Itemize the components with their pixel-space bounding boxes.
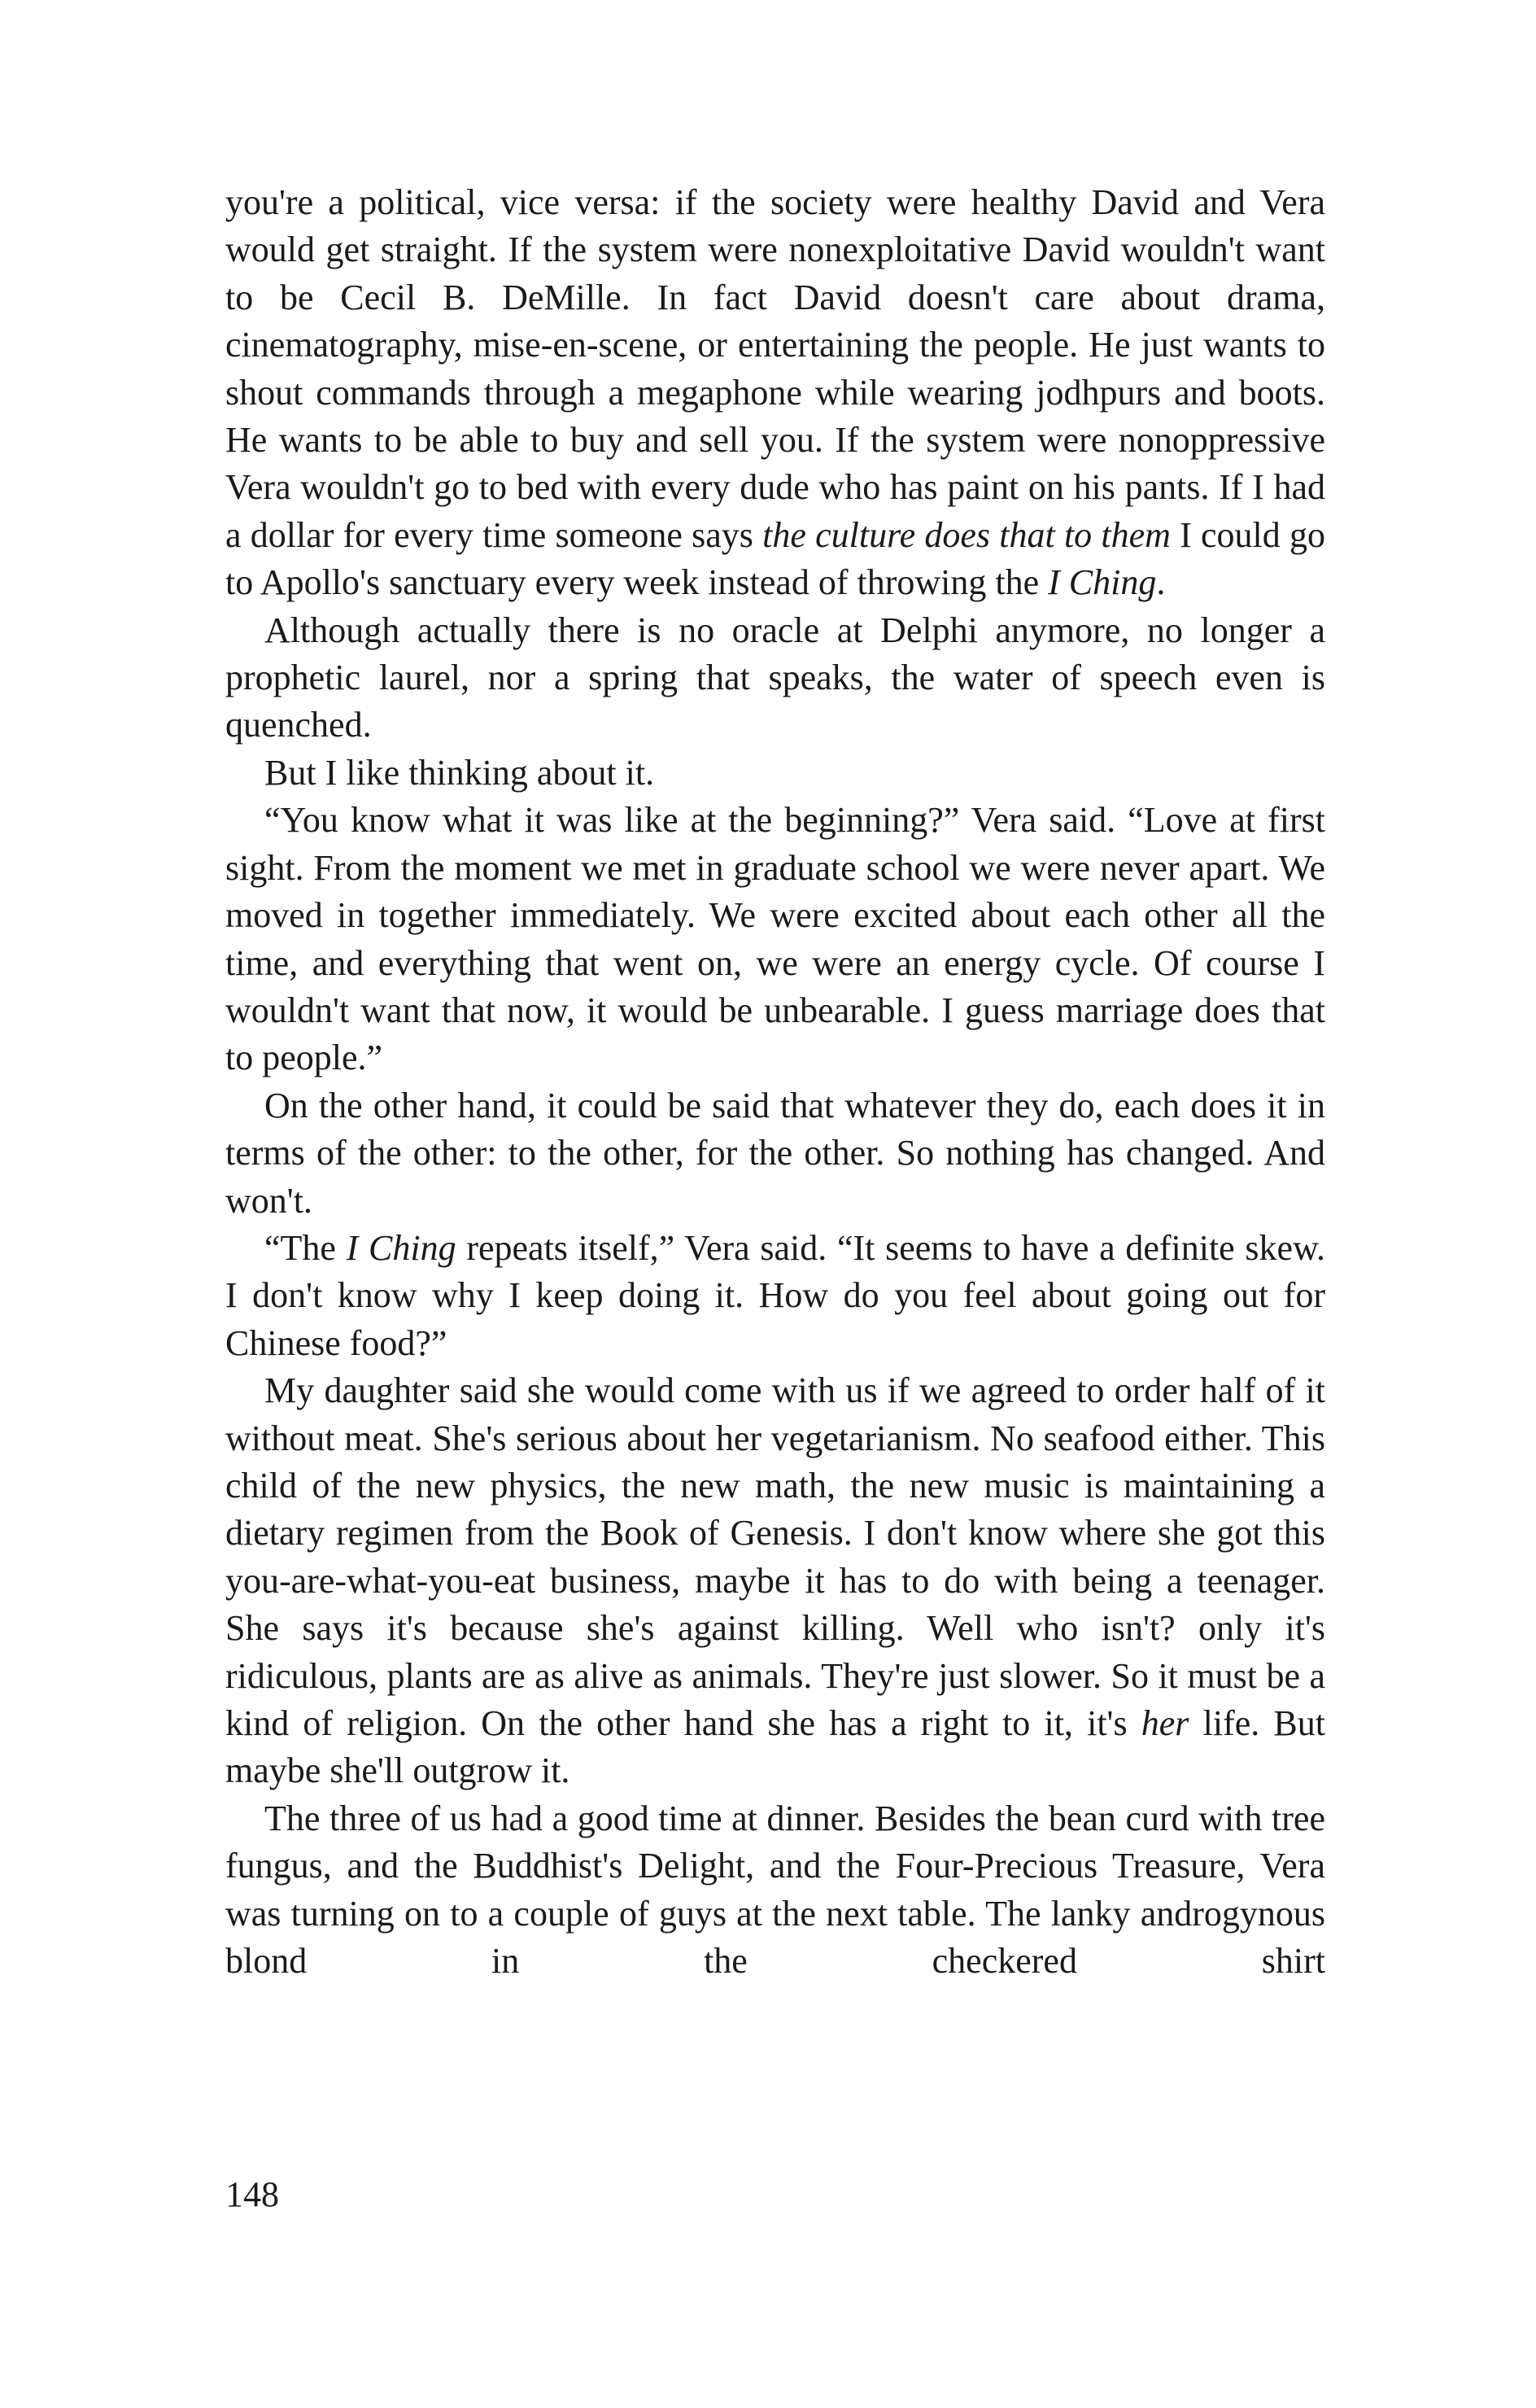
text-run: “The	[264, 1227, 347, 1268]
paragraph	[225, 179, 1325, 607]
italic-text: the culture does that to them	[762, 514, 1171, 555]
paragraph	[225, 1082, 1325, 1225]
italic-text: I Ching	[1048, 562, 1157, 603]
text-run: But I like thinking about it.	[264, 752, 655, 793]
text-run: The three of us had a good time at dinner. Besides the bean curd with tree fungus, and the Buddhist's Delight, and the Four-Precious Treasure, Vera was turning on to a couple of guys at the next table. The lanky androgynous blond in the checkered shirt	[225, 1798, 1325, 1982]
text-run: Although actually there is no oracle at Delphi anymore, no longer a prophetic laurel, nor a spring that speaks, the water of speech even is quenched.	[225, 610, 1325, 745]
paragraph	[225, 607, 1325, 749]
paragraph	[225, 1225, 1325, 1367]
italic-text: I Ching	[346, 1227, 456, 1268]
text-run: On the other hand, it could be said that whatever they do, each does it in terms of the other: to the other, for the other. So nothing has changed. And won't.	[225, 1085, 1325, 1221]
text-run: My daughter said she would come with us if we agreed to order half of it without meat. She's serious about her vegetarianism. No seafood either. This child of the new physics, the new math, the new music is maintaining a dietary regimen from the Book of Genesis. I don't know where she got this you-are-what-you-eat business, maybe it has to do with being a teenager. She says it's because she's against killing. Well who isn't? only it's ridiculous, plants are as alive as animals. They're just slower. So it must be a kind of religion. On the other hand she has a right to it, it's	[225, 1370, 1325, 1743]
italic-text: her	[1141, 1703, 1189, 1743]
paragraph	[225, 797, 1325, 1082]
text-run: you're a political, vice versa: if the society were healthy David and Vera would get straight. If the system were nonexploitative David wouldn't want to be Cecil B. DeMille. In fact David doesn't care about drama, cinematography, mise-en-scene, or entertaining the people. He just wants to shout commands through a megaphone while wearing jodhpurs and boots. He wants to be able to buy and sell you. If the system were nonoppressive Vera wouldn't go to bed with every dude who has paint on his pants. If I had a dollar for every time someone says	[225, 182, 1325, 555]
paragraph	[225, 749, 1325, 797]
paragraph	[225, 1367, 1325, 1795]
text-run: life. But maybe she'll outgrow it.	[225, 1703, 1325, 1791]
text-run: I could go to Apollo's sanctuary every week instead of throwing the	[225, 514, 1326, 603]
text-run: repeats itself,” Vera said. “It seems to have a definite skew. I don't know why I keep doing it. How do you feel about going out for Chinese food?”	[225, 1227, 1325, 1363]
text-run: .	[1156, 562, 1166, 603]
body-text	[225, 179, 1325, 1985]
page-number: 148	[225, 2174, 279, 2214]
text-run: “You know what it was like at the beginning?” Vera said. “Love at first sight. From the moment we met in graduate school we were never apart. We moved in together immediately. We were excited about each other all the time, and everything that went on, we were an energy cycle. Of course I wouldn't want that now, it would be unbearable. I guess marriage does that to people.”	[225, 800, 1325, 1078]
paragraph	[225, 1795, 1325, 1986]
